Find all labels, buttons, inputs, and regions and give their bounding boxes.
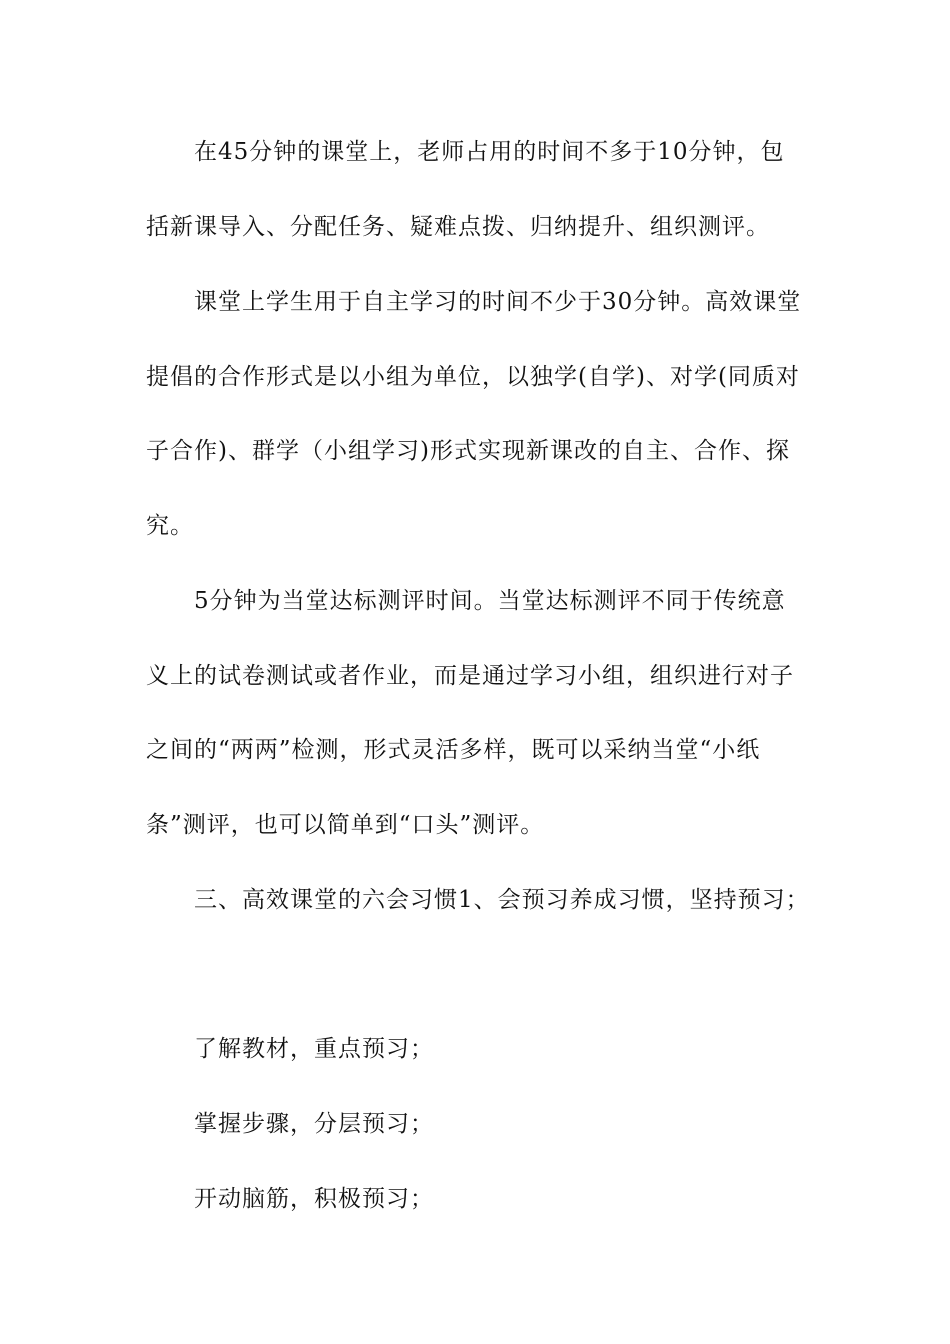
paragraph-1-line-2: 括新课导入、分配任务、疑难点拨、归纳提升、组织测评。 [146, 214, 770, 240]
paragraph-3-line-3: 之间的“两两”检测，形式灵活多样，既可以采纳当堂“小纸 [146, 737, 761, 763]
paragraph-2-line-4: 究。 [146, 513, 194, 539]
list-item-master-steps: 掌握步骤，分层预习； [194, 1111, 434, 1137]
paragraph-2-line-2: 提倡的合作形式是以小组为单位，以独学(自学)、对学(同质对 [146, 364, 800, 390]
paragraph-3-line-4: 条”测评，也可以简单到“口头”测评。 [146, 812, 545, 838]
paragraph-2-line-1: 课堂上学生用于自主学习的时间不少于30分钟。高效课堂 [194, 289, 802, 315]
paragraph-3-line-2: 义上的试卷测试或者作业，而是通过学习小组，组织进行对子 [146, 663, 794, 689]
paragraph-1-line-1: 在45分钟的课堂上，老师占用的时间不多于10分钟，包 [194, 139, 785, 165]
list-item-use-brain: 开动脑筋，积极预习； [194, 1186, 434, 1212]
list-item-understand-textbook: 了解教材，重点预习； [194, 1036, 434, 1062]
paragraph-3-line-1: 5分钟为当堂达标测评时间。当堂达标测评不同于传统意 [194, 588, 786, 614]
section-heading-habits: 三、高效课堂的六会习惯1、会预习养成习惯，坚持预习； [194, 887, 810, 913]
paragraph-2-line-3: 子合作)、群学（小组学习)形式实现新课改的自主、合作、探 [146, 438, 790, 464]
